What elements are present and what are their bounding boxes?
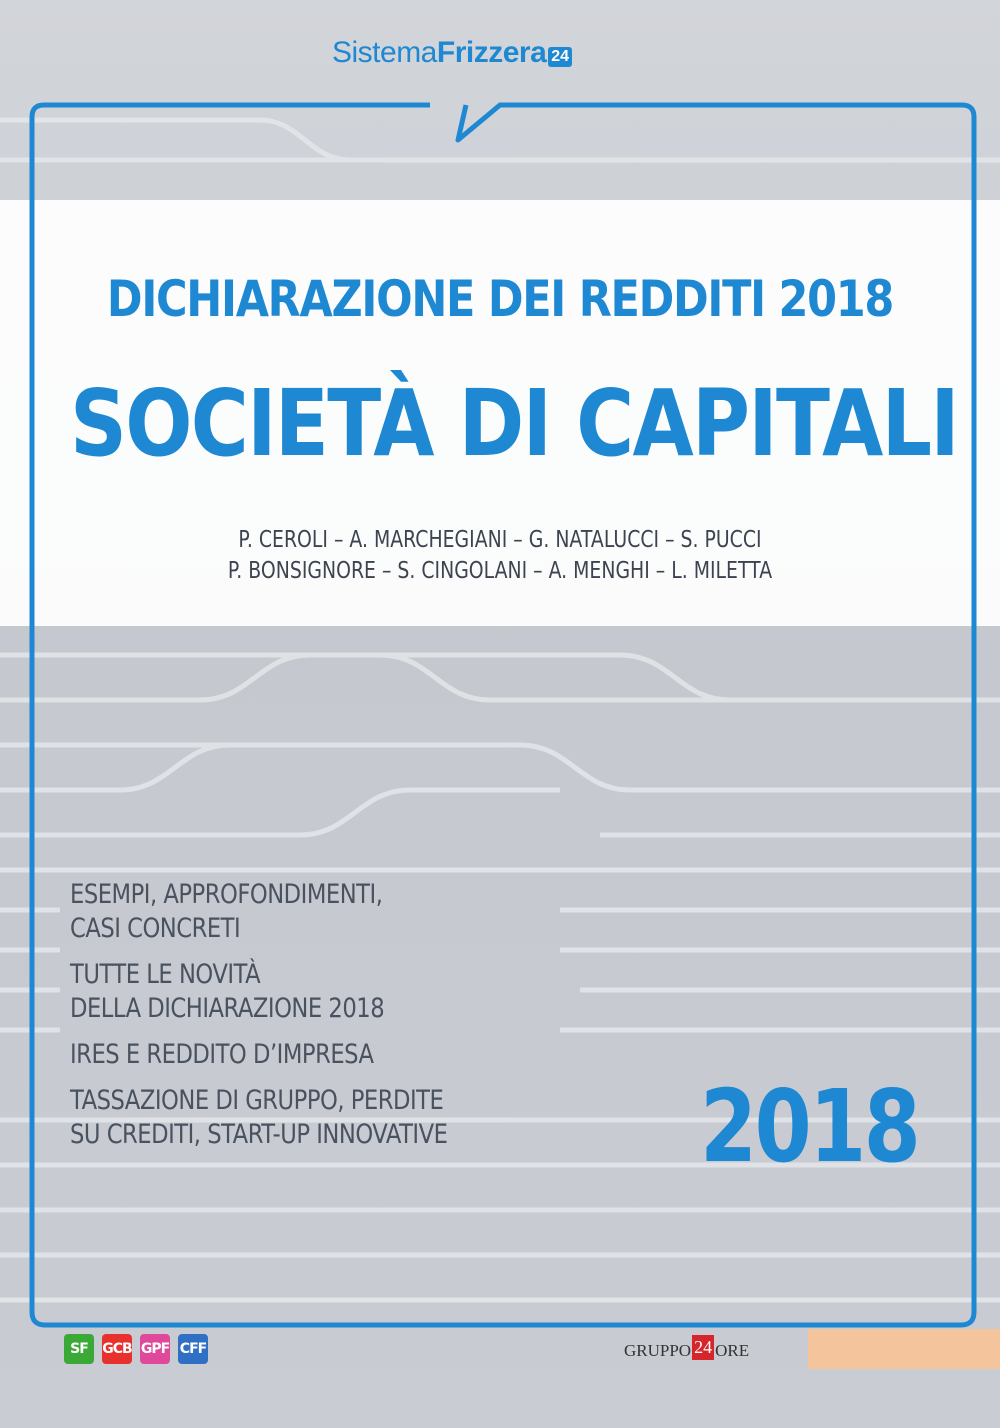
authors-line-1: P. CEROLI – A. MARCHEGIANI – G. NATALUCCI – S. PUCCI xyxy=(238,527,762,553)
brand-name-part1: Sistema xyxy=(332,36,437,69)
title-line-2: SOCIETÀ DI CAPITALI xyxy=(70,370,959,477)
gpf-logo-icon: GPF xyxy=(140,1334,170,1364)
feature-line: CASI CONCRETI xyxy=(70,913,241,944)
cff-logo-icon: CFF xyxy=(178,1334,208,1364)
feature-line: TUTTE LE NOVITÀ xyxy=(70,959,261,990)
feature-line: ESEMPI, APPROFONDIMENTI, xyxy=(70,879,383,910)
feature-item xyxy=(70,878,630,946)
feature-item xyxy=(70,1084,630,1152)
feature-line: TASSAZIONE DI GRUPPO, PERDITE xyxy=(70,1085,444,1116)
authors-line-2: P. BONSIGNORE – S. CINGOLANI – A. MENGHI – L. MILETTA xyxy=(227,558,773,584)
publisher-name-post: ORE xyxy=(715,1341,750,1360)
publisher-logo xyxy=(624,1336,749,1366)
feature-item xyxy=(70,958,630,1026)
edition-year: 2018 xyxy=(700,1068,919,1185)
brand-name-part2: Frizzera xyxy=(436,36,547,69)
title-line-1: DICHIARAZIONE DEI REDDITI 2018 xyxy=(106,270,894,328)
publisher-name-pre: GRUPPO xyxy=(624,1341,692,1360)
feature-item xyxy=(70,1038,630,1072)
publisher-badge: 24 xyxy=(692,1335,714,1360)
decorative-color-bar xyxy=(808,1329,1000,1369)
sf-logo-icon: SF xyxy=(64,1334,94,1364)
feature-line: SU CREDITI, START-UP INNOVATIVE xyxy=(70,1119,448,1150)
gcb-logo-icon: GCB xyxy=(102,1334,132,1364)
feature-line: IRES E REDDITO D’IMPRESA xyxy=(70,1039,374,1070)
feature-line: DELLA DICHIARAZIONE 2018 xyxy=(70,993,385,1024)
feature-list xyxy=(70,878,630,1164)
product-logos xyxy=(64,1334,208,1364)
brand-badge: 24 xyxy=(548,47,572,67)
